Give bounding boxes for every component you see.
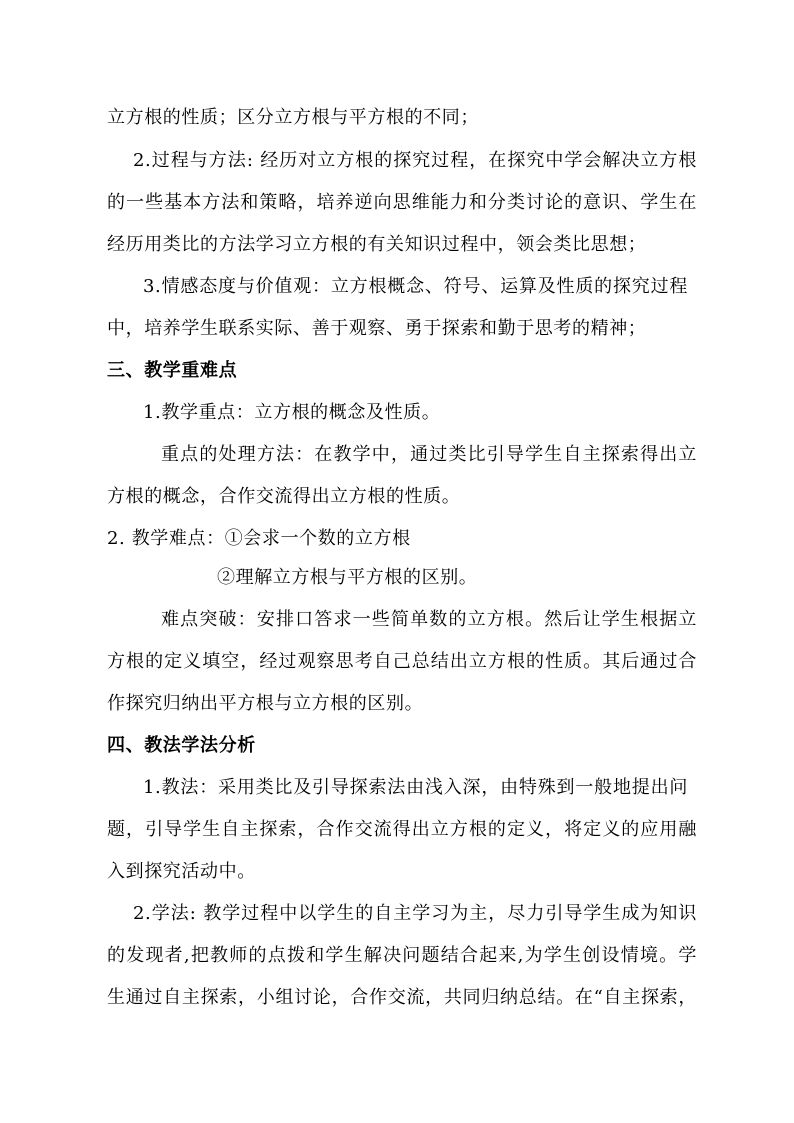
section-heading: 四、教法学法分析: [107, 735, 256, 756]
paragraph-line: 方根的定义填空，经过观察思考自己总结出立方根的性质。其后通过合: [107, 651, 697, 672]
paragraph-line: 经历用类比的方法学习立方根的有关知识过程中，领会类比思想；: [107, 234, 647, 255]
paragraph-line: ②理解立方根与平方根的区别。: [217, 567, 478, 588]
paragraph-line: 2.学法: 教学过程中以学生的自主学习为主，尽力引导学生成为知识: [133, 903, 697, 924]
paragraph-line: 2. 教学难点：①会求一个数的立方根: [107, 528, 411, 549]
paragraph-line: 方根的概念，合作交流得出立方根的性质。: [107, 486, 461, 507]
paragraph-line: 难点突破：安排口答求一些简单数的立方根。然后让学生根据立: [161, 609, 697, 630]
paragraph-line: 题，引导学生自主探索，合作交流得出立方根的定义，将定义的应用融: [107, 819, 697, 840]
paragraph-line: 重点的处理方法：在教学中，通过类比引导学生自主探索得出立: [161, 444, 697, 465]
section-heading: 三、教学重难点: [107, 360, 238, 381]
paragraph-line: 的发现者,把教师的点拨和学生解决问题结合起来,为学生创设情境。学: [107, 945, 697, 966]
paragraph-line: 作探究归纳出平方根与立方根的区别。: [107, 693, 424, 714]
paragraph-line: 1.教法：采用类比及引导探索法由浅入深，由特殊到一般地提出问: [143, 777, 688, 798]
paragraph-line: 2.过程与方法: 经历对立方根的探究过程，在探究中学会解决立方根: [133, 150, 697, 171]
paragraph-line: 生通过自主探索，小组讨论，合作交流，共同归纳总结。在“自主探索，: [107, 987, 697, 1008]
paragraph-line: 立方根的性质；区分立方根与平方根的不同；: [107, 107, 479, 128]
paragraph-line: 的一些基本方法和策略，培养逆向思维能力和分类讨论的意识、学生在: [107, 192, 697, 213]
paragraph-line: 3.情感态度与价值观：立方根概念、符号、运算及性质的探究过程: [143, 276, 688, 297]
paragraph-line: 入到探究活动中。: [107, 861, 256, 882]
paragraph-line: 1.教学重点：立方根的概念及性质。: [143, 402, 441, 423]
paragraph-line: 中，培养学生联系实际、善于观察、勇于探索和勤于思考的精神；: [107, 318, 647, 339]
